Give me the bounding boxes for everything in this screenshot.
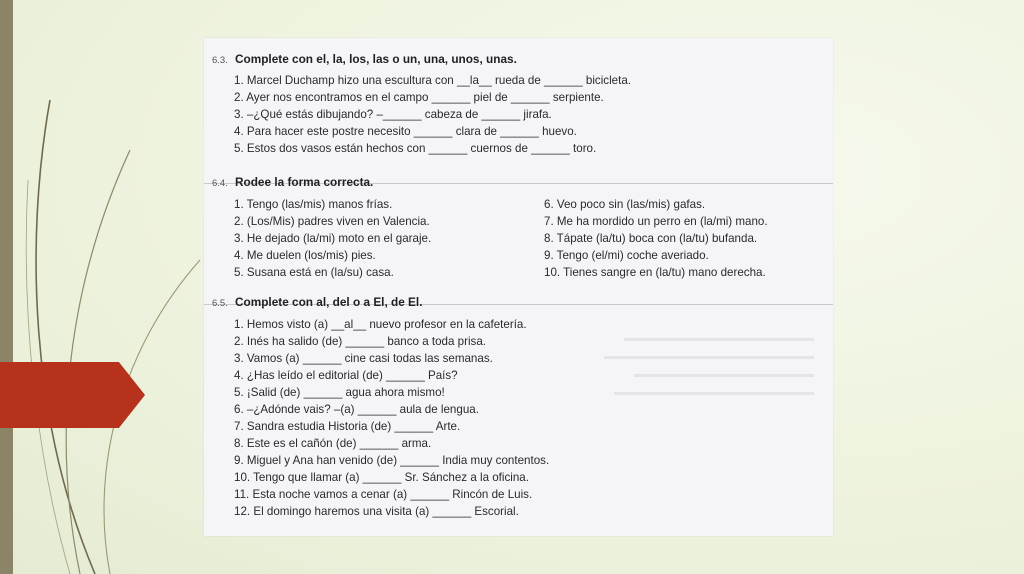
exercise-item: 4. Me duelen (los/mis) pies. (234, 249, 376, 262)
section-number: 6.3. (212, 55, 228, 66)
exercise-item: 10. Tienes sangre en (la/tu) mano derecha. (544, 266, 766, 279)
exercise-item: 3. Vamos (a) ______ cine casi todas las semanas. (234, 352, 493, 365)
exercise-item: 7. Sandra estudia Historia (de) ______ Arte. (234, 420, 461, 433)
exercise-item: 4. Para hacer este postre necesito ______ clara de ______ huevo. (234, 125, 577, 138)
exercise-item: 3. He dejado (la/mi) moto en el garaje. (234, 232, 432, 245)
section-title: Complete con el, la, los, las o un, una, unos, unas. (235, 52, 517, 66)
exercise-item: 9. Miguel y Ana han venido (de) ______ India muy contentos. (234, 454, 550, 467)
section-number: 6.5. (212, 298, 228, 309)
exercise-item: 2. Inés ha salido (de) ______ banco a toda prisa. (234, 335, 487, 348)
exercise-item: 8. Tápate (la/tu) boca con (la/tu) bufanda. (544, 232, 758, 245)
show-through-text (604, 356, 814, 359)
section-title: Complete con al, del o a El, de El. (235, 295, 423, 309)
section-heading-6-3 (212, 52, 517, 66)
section-number: 6.4. (212, 178, 228, 189)
exercise-item: 5. Susana está en (la/su) casa. (234, 266, 394, 279)
exercise-item: 9. Tengo (el/mi) coche averiado. (544, 249, 709, 262)
section-title: Rodee la forma correcta. (235, 175, 374, 189)
exercise-item: 12. El domingo haremos una visita (a) ______ Escorial. (234, 505, 519, 518)
exercise-item: 11. Esta noche vamos a cenar (a) ______ Rincón de Luis. (234, 488, 533, 501)
show-through-text (634, 374, 814, 377)
exercise-item: 4. ¿Has leído el editorial (de) ______ País? (234, 369, 458, 382)
exercise-item: 1. Tengo (las/mis) manos frías. (234, 198, 393, 211)
exercise-item: 6. –¿Adónde vais? –(a) ______ aula de lengua. (234, 403, 479, 416)
exercise-item: 3. –¿Qué estás dibujando? –______ cabeza de ______ jirafa. (234, 108, 552, 121)
section-heading-6-4 (212, 175, 373, 189)
show-through-text (614, 392, 814, 395)
exercise-item: 7. Me ha mordido un perro en (la/mi) mano. (544, 215, 768, 228)
exercise-item: 5. ¡Salid (de) ______ agua ahora mismo! (234, 386, 445, 399)
worksheet-page (204, 38, 833, 536)
exercise-item: 8. Este es el cañón (de) ______ arma. (234, 437, 432, 450)
exercise-item: 1. Hemos visto (a) __al__ nuevo profesor en la cafetería. (234, 318, 527, 331)
exercise-item: 6. Veo poco sin (las/mis) gafas. (544, 198, 706, 211)
exercise-item: 2. (Los/Mis) padres viven en Valencia. (234, 215, 430, 228)
section-heading-6-5 (212, 295, 422, 309)
exercise-item: 1. Marcel Duchamp hizo una escultura con __la__ rueda de ______ bicicleta. (234, 74, 632, 87)
exercise-item: 5. Estos dos vasos están hechos con ______ cuernos de ______ toro. (234, 142, 597, 155)
show-through-text (624, 338, 814, 341)
exercise-item: 2. Ayer nos encontramos en el campo ______ piel de ______ serpiente. (234, 91, 604, 104)
arrow-tab (0, 362, 145, 428)
decorative-curves (0, 0, 220, 574)
exercise-item: 10. Tengo que llamar (a) ______ Sr. Sánchez a la oficina. (234, 471, 529, 484)
